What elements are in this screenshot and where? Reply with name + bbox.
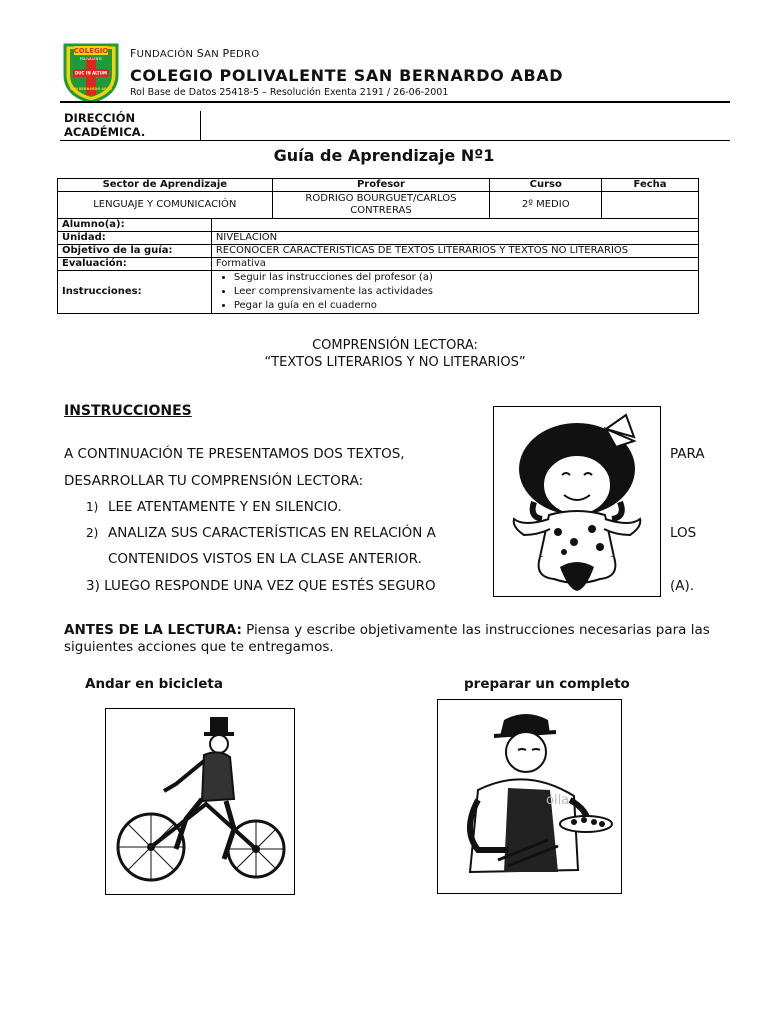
label-alumno: Alumno(a):: [58, 219, 212, 232]
label-objetivo: Objetivo de la guía:: [58, 245, 212, 258]
step-1: LEE ATENTAMENTE Y EN SILENCIO.: [108, 499, 342, 515]
label-unidad: Unidad:: [58, 232, 212, 245]
header-profesor: Profesor: [272, 179, 490, 192]
step-2-end: LOS: [670, 525, 697, 541]
step-3-end: (A).: [670, 578, 695, 594]
school-logo: [62, 43, 120, 103]
intro-line-2: DESARROLLAR TU COMPRENSIÓN LECTORA:: [64, 473, 364, 489]
cook-illustration: [437, 699, 622, 894]
instructions-heading: INSTRUCCIONES: [64, 403, 192, 419]
cell-objetivo: RECONOCER CARACTERISTICAS DE TEXTOS LITERARIOS Y TEXTOS NO LITERARIOS: [211, 245, 698, 258]
intro-line-1-end: PARA: [670, 446, 705, 462]
bicycle-illustration: [105, 708, 295, 895]
activity-cook-label: preparar un completo: [464, 676, 630, 692]
logo-text-motto: DUC IN ALTUM: [74, 70, 108, 76]
header-fecha: Fecha: [602, 179, 699, 192]
before-reading: [64, 622, 724, 656]
instruction-item: • Seguir las instrucciones del profesor (a): [234, 271, 694, 285]
header-divider: [60, 101, 730, 103]
cell-unidad: NIVELACION: [211, 232, 698, 245]
header-curso: Curso: [490, 179, 602, 192]
foundation-name: FUNDACIÓN SAN PEDRO: [130, 47, 260, 60]
label-evaluacion: Evaluación:: [58, 258, 212, 271]
instruction-item: • Pegar la guía en el cuaderno: [234, 299, 694, 313]
logo-text-colegio: COLEGIO: [73, 47, 109, 55]
mafalda-illustration: [493, 406, 661, 597]
cook-watermark: olla: [546, 793, 570, 808]
cell-sector: LENGUAJE Y COMUNICACIÓN: [58, 192, 273, 219]
step-3: 3) LUEGO RESPONDE UNA VEZ QUE ESTÉS SEGURO: [86, 578, 436, 594]
school-registration: Rol Base de Datos 25418-5 – Resolución Exenta 2191 / 26-06-2001: [130, 87, 449, 98]
logo-text-polivalente: POLIVALENTE: [79, 57, 103, 61]
step-2-line-2: CONTENIDOS VISTOS EN LA CLASE ANTERIOR.: [108, 551, 422, 567]
instruction-item: • Leer comprensivamente las actividades: [234, 285, 694, 299]
before-reading-text: Piensa y escribe objetivamente las instrucciones necesarias para las siguientes acciones que te entregamos.: [64, 622, 710, 655]
activity-bike-label: Andar en bicicleta: [85, 676, 223, 692]
guide-info-table: [57, 178, 699, 314]
step-2-number: 2): [86, 526, 99, 540]
guide-title: Guía de Aprendizaje Nº1: [273, 146, 495, 165]
intro-line-1: A CONTINUACIÓN TE PRESENTAMOS DOS TEXTOS,: [64, 446, 405, 462]
direction-box: [60, 111, 730, 141]
step-1-number: 1): [86, 500, 99, 514]
cell-fecha[interactable]: [602, 192, 699, 219]
before-reading-label: ANTES DE LA LECTURA:: [64, 622, 242, 638]
cell-evaluacion: Formativa: [211, 258, 698, 271]
cell-curso: 2º MEDIO: [490, 192, 602, 219]
section-title: COMPRENSIÓN LECTORA: “TEXTOS LITERARIOS Y NO LITERARIOS”: [264, 338, 526, 370]
label-instrucciones: Instrucciones:: [58, 271, 212, 314]
step-2: ANALIZA SUS CARACTERÍSTICAS EN RELACIÓN A: [108, 525, 436, 541]
school-name: COLEGIO POLIVALENTE SAN BERNARDO ABAD: [130, 66, 564, 85]
cell-profesor: RODRIGO BOURGUET/CARLOS CONTRERAS: [272, 192, 490, 219]
cell-alumno[interactable]: [211, 219, 698, 232]
header-sector: Sector de Aprendizaje: [58, 179, 273, 192]
logo-text-name: SAN BERNARDO ABAD: [69, 87, 113, 91]
cell-instrucciones: [211, 271, 698, 314]
academic-direction: DIRECCIÓN ACADÉMICA.: [64, 111, 146, 139]
